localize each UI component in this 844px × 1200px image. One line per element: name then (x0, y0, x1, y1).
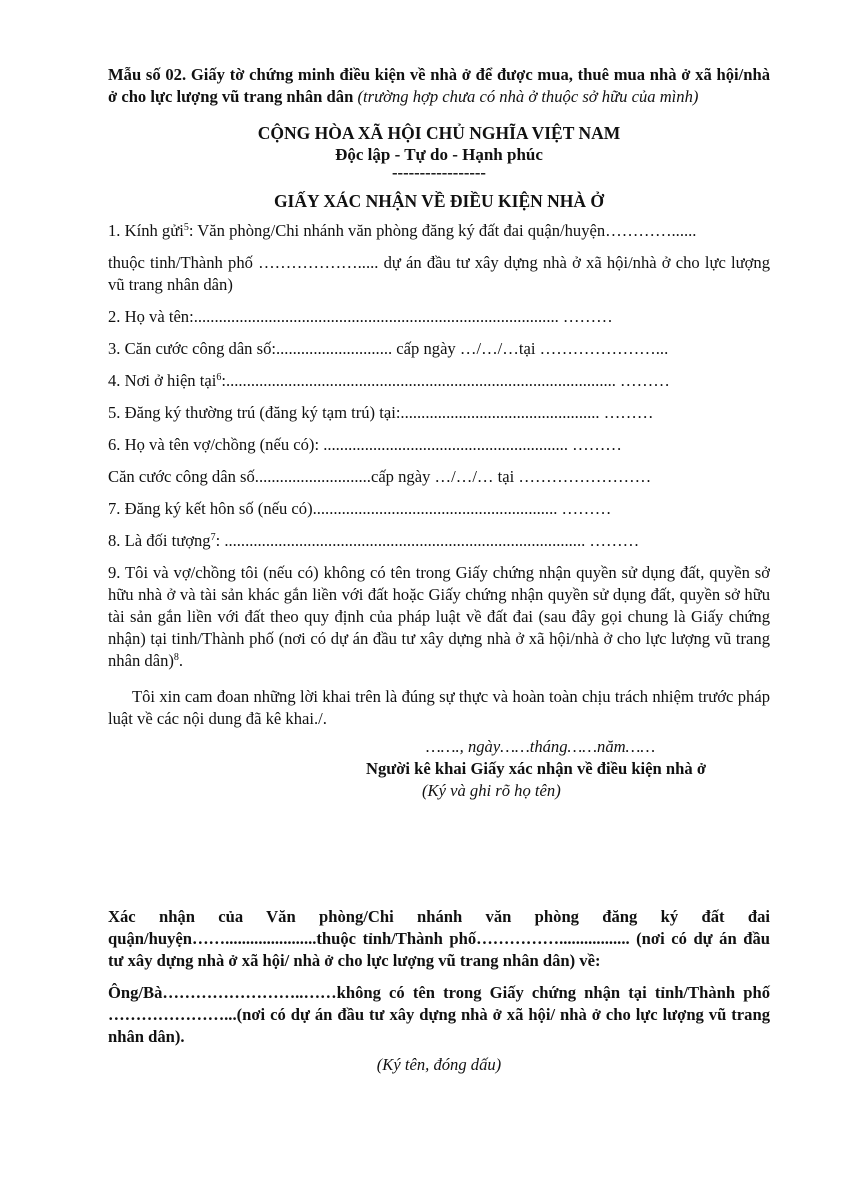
nation-name: CỘNG HÒA XÃ HỘI CHỦ NGHĨA VIỆT NAM (257, 123, 621, 143)
header-divider: ----------------- (392, 163, 486, 182)
declaration: Tôi xin cam đoan những lời khai trên là đúng sự thực và hoàn toàn chịu trách nhiệm trước pháp luật về các nội dung đã kê khai./. (108, 687, 770, 728)
footnote-ref: 5 (183, 222, 189, 233)
field-no-certificate-statement (108, 562, 770, 672)
field-registered-residence: 5. Đăng ký thường trú (đăng ký tạm trú) tại:................................................ ……… (108, 403, 654, 422)
signature-date-line: ……., ngày……tháng……năm…… (426, 737, 656, 756)
form-title (108, 64, 770, 108)
confirmation-line-1: Xác nhận của Văn phòng/Chi nhánh văn phòng đăng ký đất đai (108, 907, 770, 926)
form-title-main: Mẫu số 02. Giấy tờ chứng minh điều kiện về nhà ở để được mua, thuê mua nhà ở xã hội/nhà ở cho lực lượng vũ trang nhân dân (108, 65, 770, 106)
office-confirmation (108, 906, 770, 1048)
form-title-note: (trường hợp chưa có nhà ở thuộc sở hữu của mình) (357, 87, 699, 106)
national-motto: Độc lập - Tự do - Hạnh phúc (335, 145, 543, 164)
field-marriage-registration: 7. Đăng ký kết hôn số (nếu có)........................................................... ……… (108, 499, 612, 518)
document-title: GIẤY XÁC NHẬN VỀ ĐIỀU KIỆN NHÀ Ở (273, 191, 605, 211)
field-current-residence-dots: :.............................................................................................. ……… (221, 371, 670, 390)
field-recipient (108, 220, 770, 242)
field-spouse-citizen-id: Căn cước công dân số............................cấp ngày …/…/… tại …………………… (108, 467, 652, 486)
footnote-ref: 6 (216, 372, 222, 383)
confirmation-line-3: Ông/Bà……………………..……không có tên trong Giấy chứng nhận tại tỉnh/Thành phố …………………...(nơi có dự án đầu tư xây dựng nhà ở xã hội/ nhà ở cho lực lượng vũ trang nhân dân). (108, 983, 770, 1046)
statement-text: 9. Tôi và vợ/chồng tôi (nếu có) không có tên trong Giấy chứng nhận quyền sử dụng đất, quyền sở hữu nhà ở và tài sản khác gắn liền với đất hoặc Giấy chứng nhận quyền sử dụng đất, quyền sở hữu tài sản gắn liền với đất theo quy định của pháp luật về đất đai (sau đây gọi chung là Giấy chứng nhận) tại tinh/Thành phố (nơi có dự án đầu tư xây dựng nhà ở xã hội/nhà ở cho lực lượng vũ trang nhân dân) (108, 563, 770, 670)
footnote-ref: 7 (210, 532, 216, 543)
field-current-residence (108, 370, 770, 392)
field-subject-type-dots: : ....................................................................................... ……… (215, 531, 640, 550)
stamp-note: (Ký tên, đóng dấu) (376, 1055, 502, 1074)
field-recipient-cont: thuộc tinh/Thành phố ………………..... dự án đầu tư xây dựng nhà ở xã hội/nhà ở cho lực lượng vũ trang nhân dân) (108, 253, 770, 294)
document-page (108, 64, 770, 1074)
signature-role: Người kê khai Giấy xác nhận về điều kiện nhà ở (366, 759, 707, 778)
field-recipient-text: : Văn phòng/Chi nhánh văn phòng đăng ký đất đai quận/huyện…………...... (188, 221, 697, 240)
field-spouse-name: 6. Họ và tên vợ/chồng (nếu có): ........................................................... ……… (108, 435, 622, 454)
footnote-ref: 8 (173, 652, 179, 663)
confirmation-line-2: quận/huyện……......................thuộc tỉnh/Thành phố……………................. (nơi có dự án đầu tư xây dựng nhà ở xã hội/ nhà ở cho lực lượng vũ trang nhân dân) về: (108, 929, 770, 970)
statement-end: . (178, 651, 184, 670)
field-recipient-label: 1. Kính gửi (108, 221, 184, 240)
field-current-residence-label: 4. Nơi ở hiện tại (108, 371, 217, 390)
field-subject-type-label: 8. Là đối tượng (108, 531, 211, 550)
field-subject-type (108, 530, 770, 552)
field-citizen-id: 3. Căn cước công dân số:............................ cấp ngày …/…/…tại …………………... (108, 339, 669, 358)
signature-note: (Ký và ghi rõ họ tên) (422, 781, 561, 800)
field-full-name: 2. Họ và tên:........................................................................................ ……… (108, 307, 613, 326)
